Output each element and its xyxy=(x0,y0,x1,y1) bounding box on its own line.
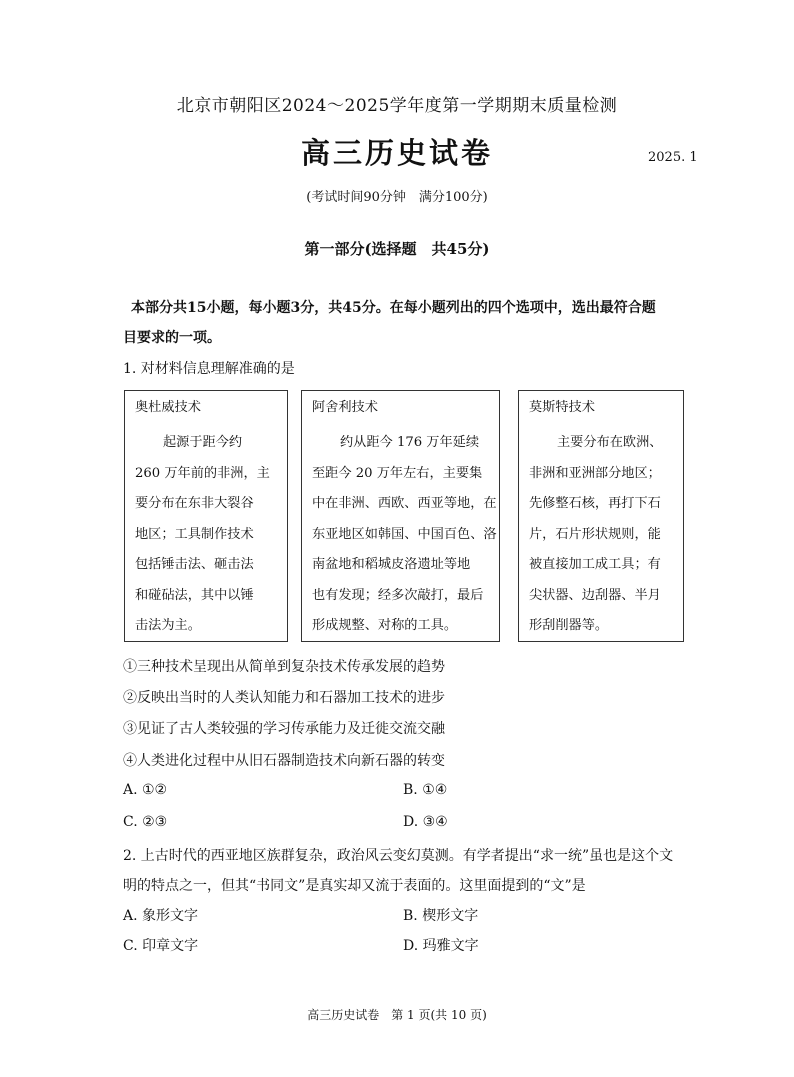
q1-option-a: A. ①② xyxy=(123,782,168,798)
exam-title: 高三历史试卷 xyxy=(300,136,493,170)
box-line: 尖状器、边刮器、半月 xyxy=(529,587,661,603)
box-line: 形成规整、对称的工具。 xyxy=(312,618,458,633)
q1-statement-2: ②反映出当时的人类认知能力和石器加工技术的进步 xyxy=(123,690,445,706)
school-header: 北京市朝阳区2024～2025学年度第一学期期末质量检测 xyxy=(176,96,618,116)
box-title: 奥杜威技术 xyxy=(135,400,201,415)
q2-stem-line-2: 明的特点之一，但其“书同文”是真实却又流于表面的。这里面提到的“文”是 xyxy=(123,878,586,894)
box-line: 地区；工具制作技术 xyxy=(135,526,254,542)
q1-statement-1: ①三种技术呈现出从简单到复杂技术传承发展的趋势 xyxy=(123,659,445,675)
q1-statement-4: ④人类进化过程中从旧石器制造技术向新石器的转变 xyxy=(123,753,445,769)
box-line: 南盆地和稻城皮洛遗址等地 xyxy=(312,557,471,572)
box-line: 先修整石核，再打下石 xyxy=(529,496,661,511)
box-line: 260 万年前的非洲，主 xyxy=(135,465,270,481)
page-footer: 高三历史试卷 第 1 页(共 10 页) xyxy=(307,1008,487,1022)
q1-option-d: D. ③④ xyxy=(403,814,448,830)
box-line: 和碰砧法，其中以锤 xyxy=(135,587,254,603)
material-box-acheulean xyxy=(301,390,500,642)
box-line: 击法为主。 xyxy=(135,618,201,633)
box-line: 包括锤击法、砸击法 xyxy=(135,557,254,572)
q2-stem-line-1: 2. 上古时代的西亚地区族群复杂，政治风云变幻莫测。有学者提出“求一统”虽也是这个文 xyxy=(123,848,674,864)
box-title: 莫斯特技术 xyxy=(529,400,595,415)
box-line: 至距今 20 万年左右，主要集 xyxy=(312,465,483,481)
q1-option-b: B. ①④ xyxy=(403,782,448,798)
box-line: 也有发现；经多次敲打，最后 xyxy=(312,587,484,603)
q1-statement-3: ③见证了古人类较强的学习传承能力及迁徙交流交融 xyxy=(123,721,445,737)
box-title: 阿舍利技术 xyxy=(312,400,378,415)
box-line: 要分布在东非大裂谷 xyxy=(135,496,254,511)
box-line: 东亚地区如韩国、中国百色、洛 xyxy=(312,526,497,542)
box-line: 中在非洲、西欧、西亚等地，在 xyxy=(312,496,497,511)
q2-option-c: C. 印章文字 xyxy=(123,938,199,954)
box-line: 约从距今 176 万年延续 xyxy=(340,435,480,450)
q1-option-c: C. ②③ xyxy=(123,814,168,830)
box-line: 起源于距今约 xyxy=(163,435,243,450)
part1-heading: 第一部分(选择题 共45分) xyxy=(304,240,490,258)
instructions-line-1: 本部分共15小题，每小题3分，共45分。在每小题列出的四个选项中，选出最符合题 xyxy=(131,300,656,316)
box-line: 被直接加工成工具；有 xyxy=(529,557,661,572)
box-line: 主要分布在欧洲、 xyxy=(557,435,663,450)
q2-option-d: D. 玛雅文字 xyxy=(403,938,479,954)
box-line: 非洲和亚洲部分地区； xyxy=(529,465,661,481)
exam-info: (考试时间90分钟 满分100分) xyxy=(306,190,488,205)
instructions-line-2: 目要求的一项。 xyxy=(123,330,221,346)
q1-stem: 1. 对材料信息理解准确的是 xyxy=(123,361,295,377)
exam-date: 2025. 1 xyxy=(648,150,698,165)
material-box-mousterian xyxy=(518,390,684,642)
q2-option-a: A. 象形文字 xyxy=(123,908,199,924)
box-line: 片，石片形状规则，能 xyxy=(529,526,661,542)
q2-option-b: B. 楔形文字 xyxy=(403,908,479,924)
material-box-olduvai xyxy=(124,390,288,642)
box-line: 形刮削器等。 xyxy=(529,618,609,633)
